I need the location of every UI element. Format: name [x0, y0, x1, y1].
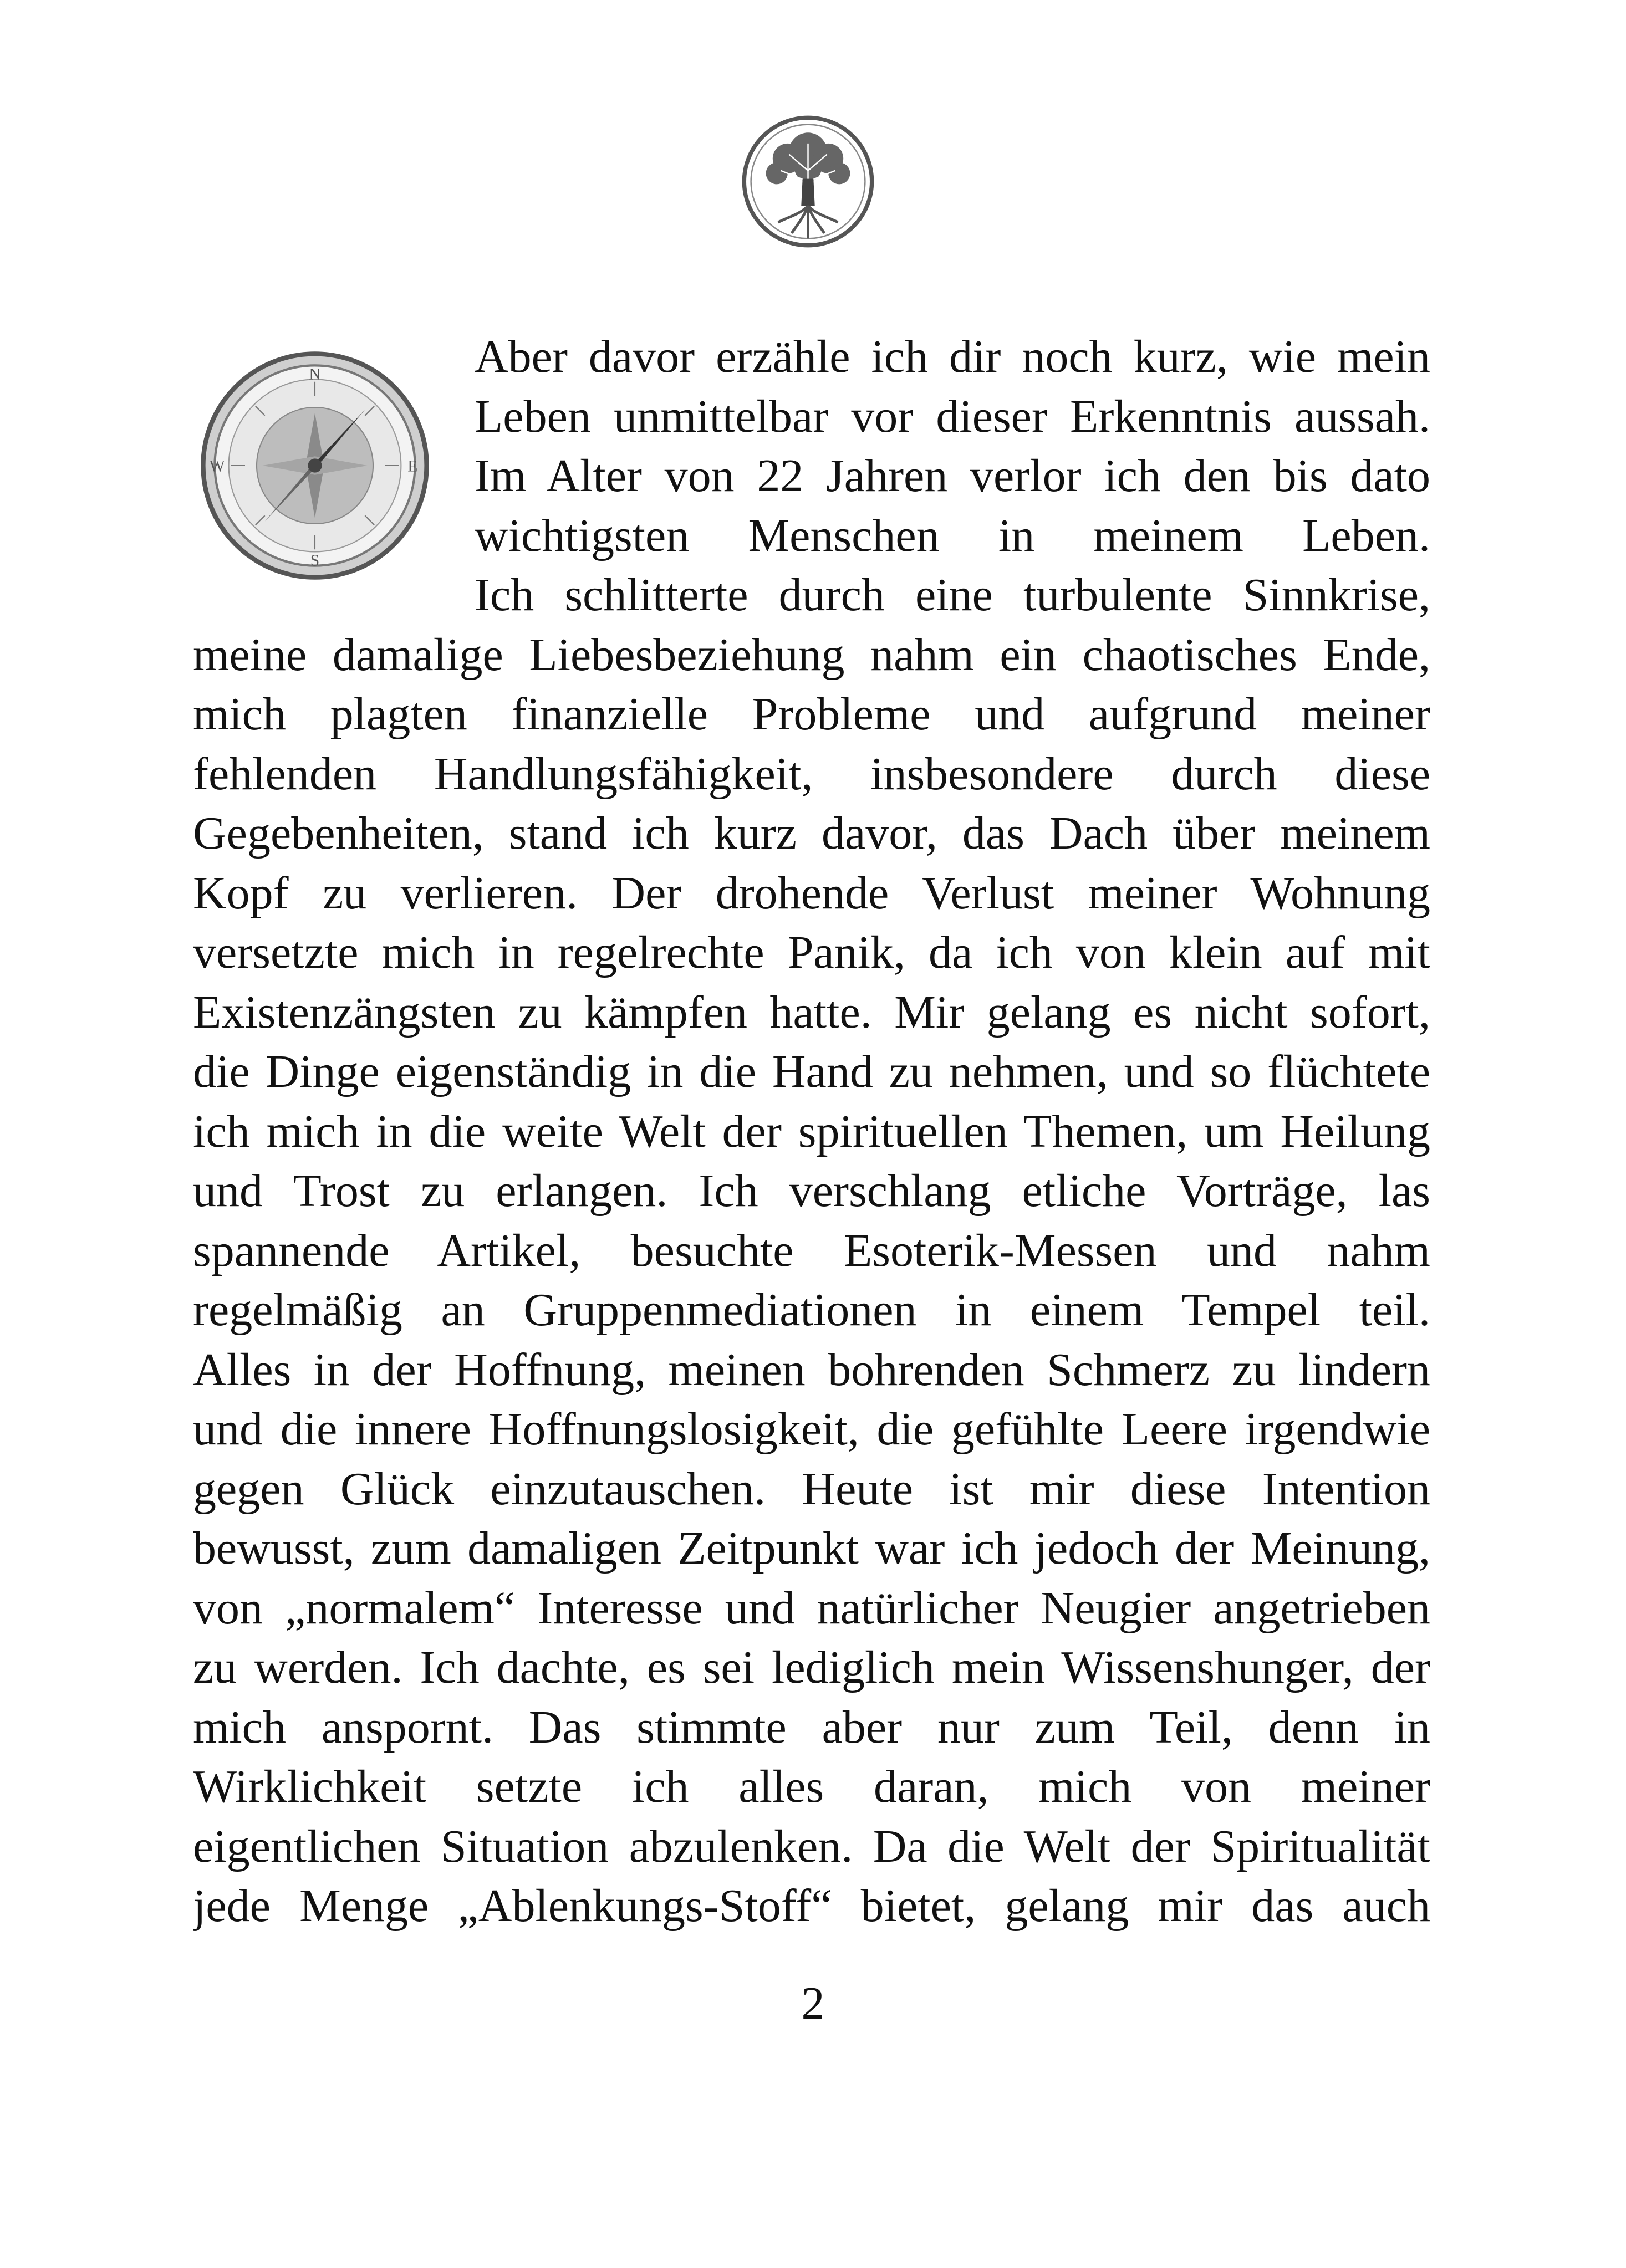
text-line: Leben unmittelbar vor dieser Erkenntnis aussah.: [475, 390, 1430, 442]
text-line: Aber davor erzähle ich dir noch kurz, wie mein: [475, 331, 1430, 382]
text-line: eigentlichen Situation abzulenken. Da die Welt der Spiritualität: [193, 1820, 1430, 1872]
svg-text:N: N: [309, 365, 321, 384]
body-text: [193, 327, 1430, 1936]
text-line: Ich schlitterte durch eine turbulente Sinnkrise,: [475, 569, 1430, 621]
text-line: ich mich in die weite Welt der spirituellen Themen, um Heilung: [193, 1105, 1430, 1157]
text-line: mich anspornt. Das stimmte aber nur zum Teil, denn in: [193, 1701, 1430, 1753]
text-line: Gegebenheiten, stand ich kurz davor, das Dach über meinem: [193, 808, 1430, 859]
svg-text:W: W: [209, 457, 225, 476]
text-line: regelmäßig an Gruppenmediationen in einem Tempel teil.: [193, 1284, 1430, 1336]
text-line: von „normalem“ Interesse und natürlicher Neugier angetrieben: [193, 1582, 1430, 1634]
text-line: jede Menge „Ablenkungs-Stoff“ bietet, gelang mir das auch: [193, 1880, 1430, 1932]
text-line: fehlenden Handlungsfähigkeit, insbesondere durch diese: [193, 748, 1430, 800]
text-line: und Trost zu erlangen. Ich verschlang etliche Vorträge, las: [193, 1165, 1430, 1217]
text-line: und die innere Hoffnungslosigkeit, die gefühlte Leere irgendwie: [193, 1403, 1430, 1455]
text-line: versetzte mich in regelrechte Panik, da ich von klein auf mit: [193, 927, 1430, 978]
text-line: meine damalige Liebesbeziehung nahm ein chaotisches Ende,: [193, 629, 1430, 681]
text-line: Wirklichkeit setzte ich alles daran, mich von meiner: [193, 1761, 1430, 1812]
text-line: wichtigsten Menschen in meinem Leben.: [475, 509, 1430, 561]
text-line: Im Alter von 22 Jahren verlor ich den bis dato: [475, 450, 1430, 502]
text-line: gegen Glück einzutauschen. Heute ist mir diese Intention: [193, 1463, 1430, 1515]
text-line: zu werden. Ich dachte, es sei lediglich mein Wissenshunger, der: [193, 1642, 1430, 1693]
text-line: Existenzängsten zu kämpfen hatte. Mir gelang es nicht sofort,: [193, 986, 1430, 1038]
text-line: Alles in der Hoffnung, meinen bohrenden Schmerz zu lindern: [193, 1344, 1430, 1396]
tree-of-life-icon: [740, 114, 876, 249]
text-line: spannende Artikel, besuchte Esoterik-Messen und nahm: [193, 1224, 1430, 1276]
text-line: Kopf zu verlieren. Der drohende Verlust meiner Wohnung: [193, 867, 1430, 919]
text-line: mich plagten finanzielle Probleme und aufgrund meiner: [193, 688, 1430, 740]
svg-text:S: S: [310, 551, 320, 570]
svg-text:E: E: [407, 457, 418, 476]
page-number: 2: [801, 1978, 825, 2029]
text-line: bewusst, zum damaligen Zeitpunkt war ich jedoch der Meinung,: [193, 1523, 1430, 1574]
text-line: die Dinge eigenständig in die Hand zu nehmen, und so flüchtete: [193, 1046, 1430, 1097]
